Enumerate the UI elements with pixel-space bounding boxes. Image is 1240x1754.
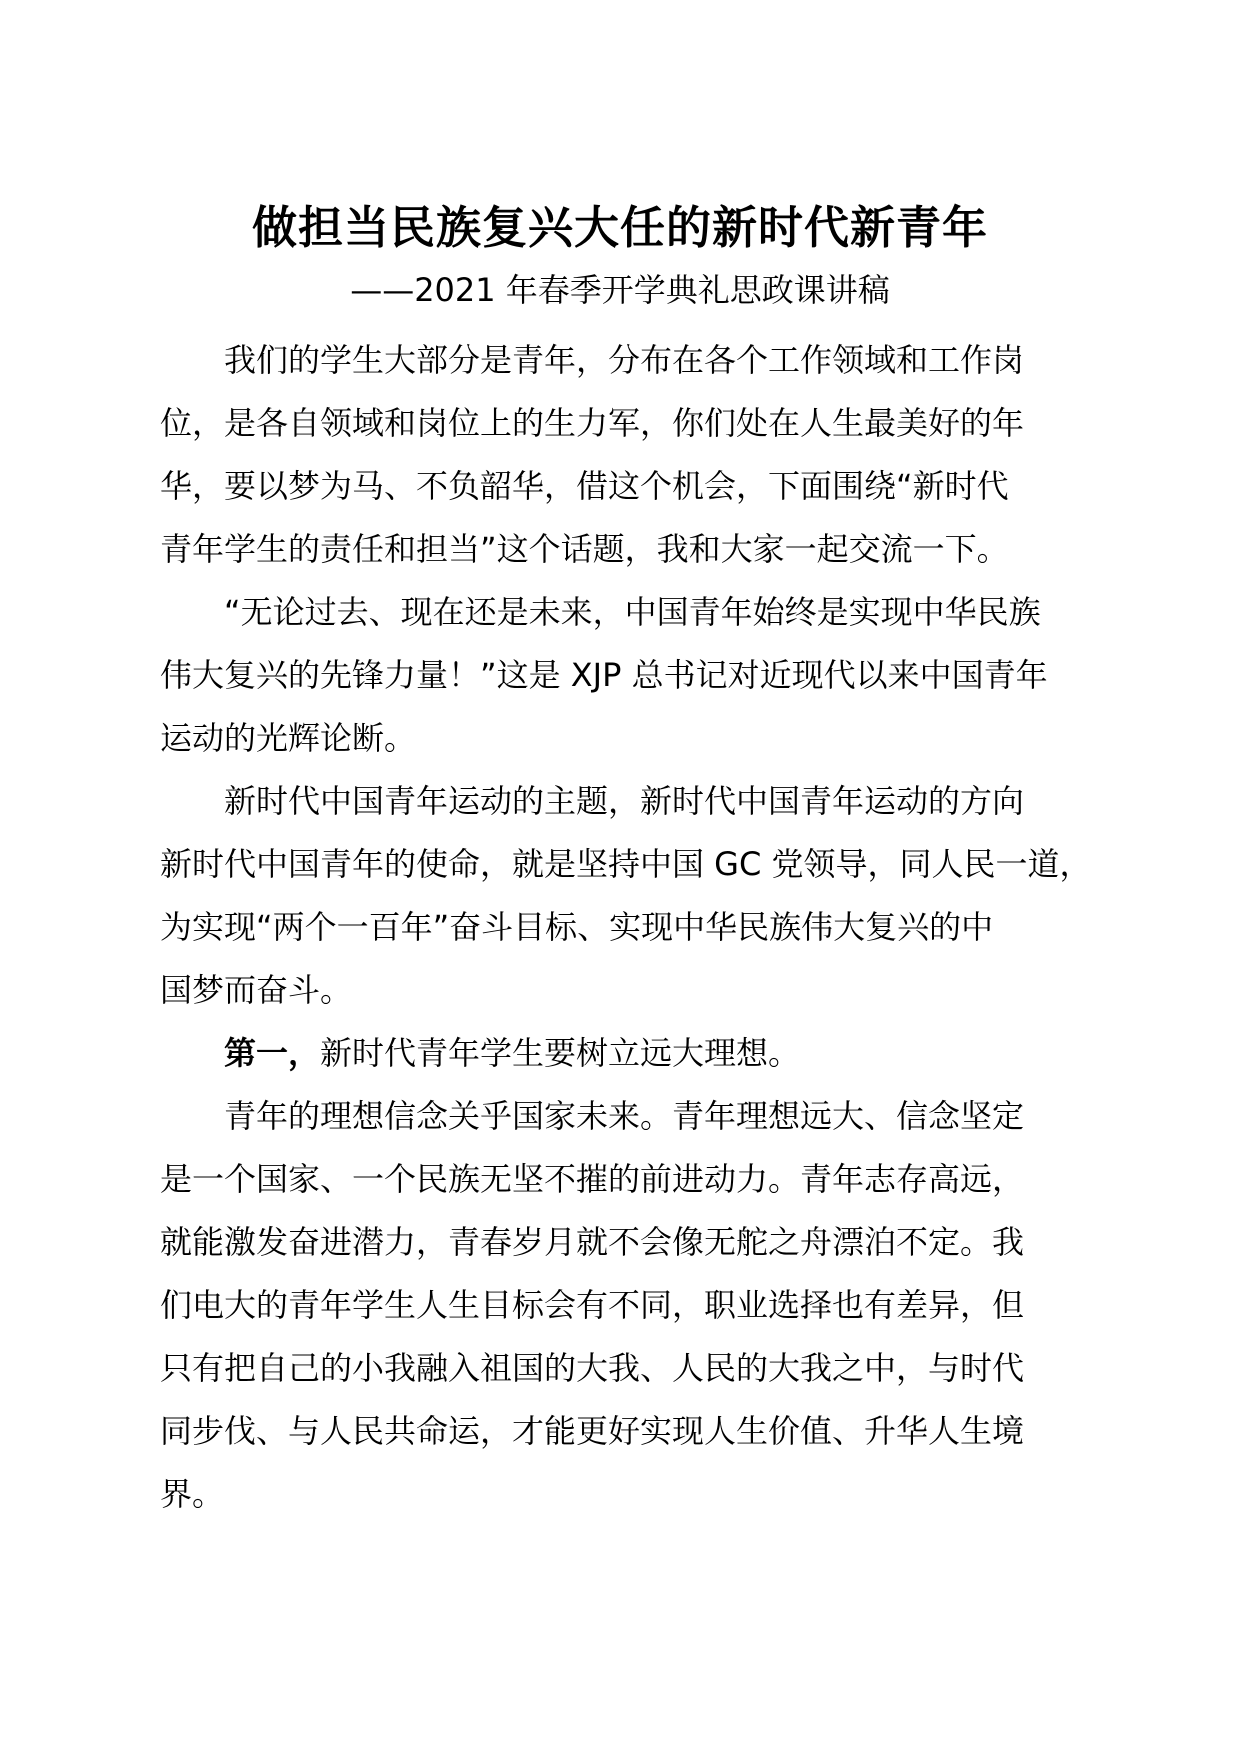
paragraph-line: 我们的学生大部分是青年，分布在各个工作领域和工作岗 <box>224 341 1025 379</box>
paragraph-line: 青年的理想信念关乎国家未来。青年理想远大、信念坚定 <box>224 1097 1025 1135</box>
paragraph-line: 新时代中国青年的使命，就是坚持中国 GC 党领导，同人民一道， <box>160 845 1092 883</box>
section-lead: 第一， <box>224 1034 321 1072</box>
paragraph-line: 运动的光辉论断。 <box>160 719 417 757</box>
document-subtitle: ——2021 年春季开学典礼思政课讲稿 <box>350 271 890 309</box>
section-heading-text: 新时代青年学生要树立远大理想。 <box>320 1034 801 1072</box>
paragraph-line: 伟大复兴的先锋力量！”这是 XJP 总书记对近现代以来中国青年 <box>160 656 1048 694</box>
paragraph-line: 界。 <box>160 1475 225 1513</box>
paragraph-line: 位，是各自领域和岗位上的生力军，你们处在人生最美好的年 <box>160 404 1025 442</box>
paragraph-line: 就能激发奋进潜力，青春岁月就不会像无舵之舟漂泊不定。我 <box>160 1223 1025 1261</box>
paragraph-line: 只有把自己的小我融入祖国的大我、人民的大我之中，与时代 <box>160 1349 1025 1387</box>
paragraph-line: 华，要以梦为马、不负韶华，借这个机会，下面围绕“新时代 <box>160 467 1009 505</box>
paragraph-line: “无论过去、现在还是未来，中国青年始终是实现中华民族 <box>224 593 1041 631</box>
paragraph-line: 国梦而奋斗。 <box>160 971 353 1009</box>
paragraph-line: 青年学生的责任和担当”这个话题，我和大家一起交流一下。 <box>160 530 1009 568</box>
paragraph-line: 们电大的青年学生人生目标会有不同，职业选择也有差异，但 <box>160 1286 1025 1324</box>
section-heading-line <box>224 1031 800 1075</box>
paragraph-line: 同步伐、与人民共命运，才能更好实现人生价值、升华人生境 <box>160 1412 1025 1450</box>
document-title: 做担当民族复兴大任的新时代新青年 <box>251 201 988 254</box>
paragraph-line: 新时代中国青年运动的主题，新时代中国青年运动的方向 <box>224 782 1025 820</box>
paragraph-line: 是一个国家、一个民族无坚不摧的前进动力。青年志存高远， <box>160 1160 1025 1198</box>
paragraph-line: 为实现“两个一百年”奋斗目标、实现中华民族伟大复兴的中 <box>160 908 994 946</box>
